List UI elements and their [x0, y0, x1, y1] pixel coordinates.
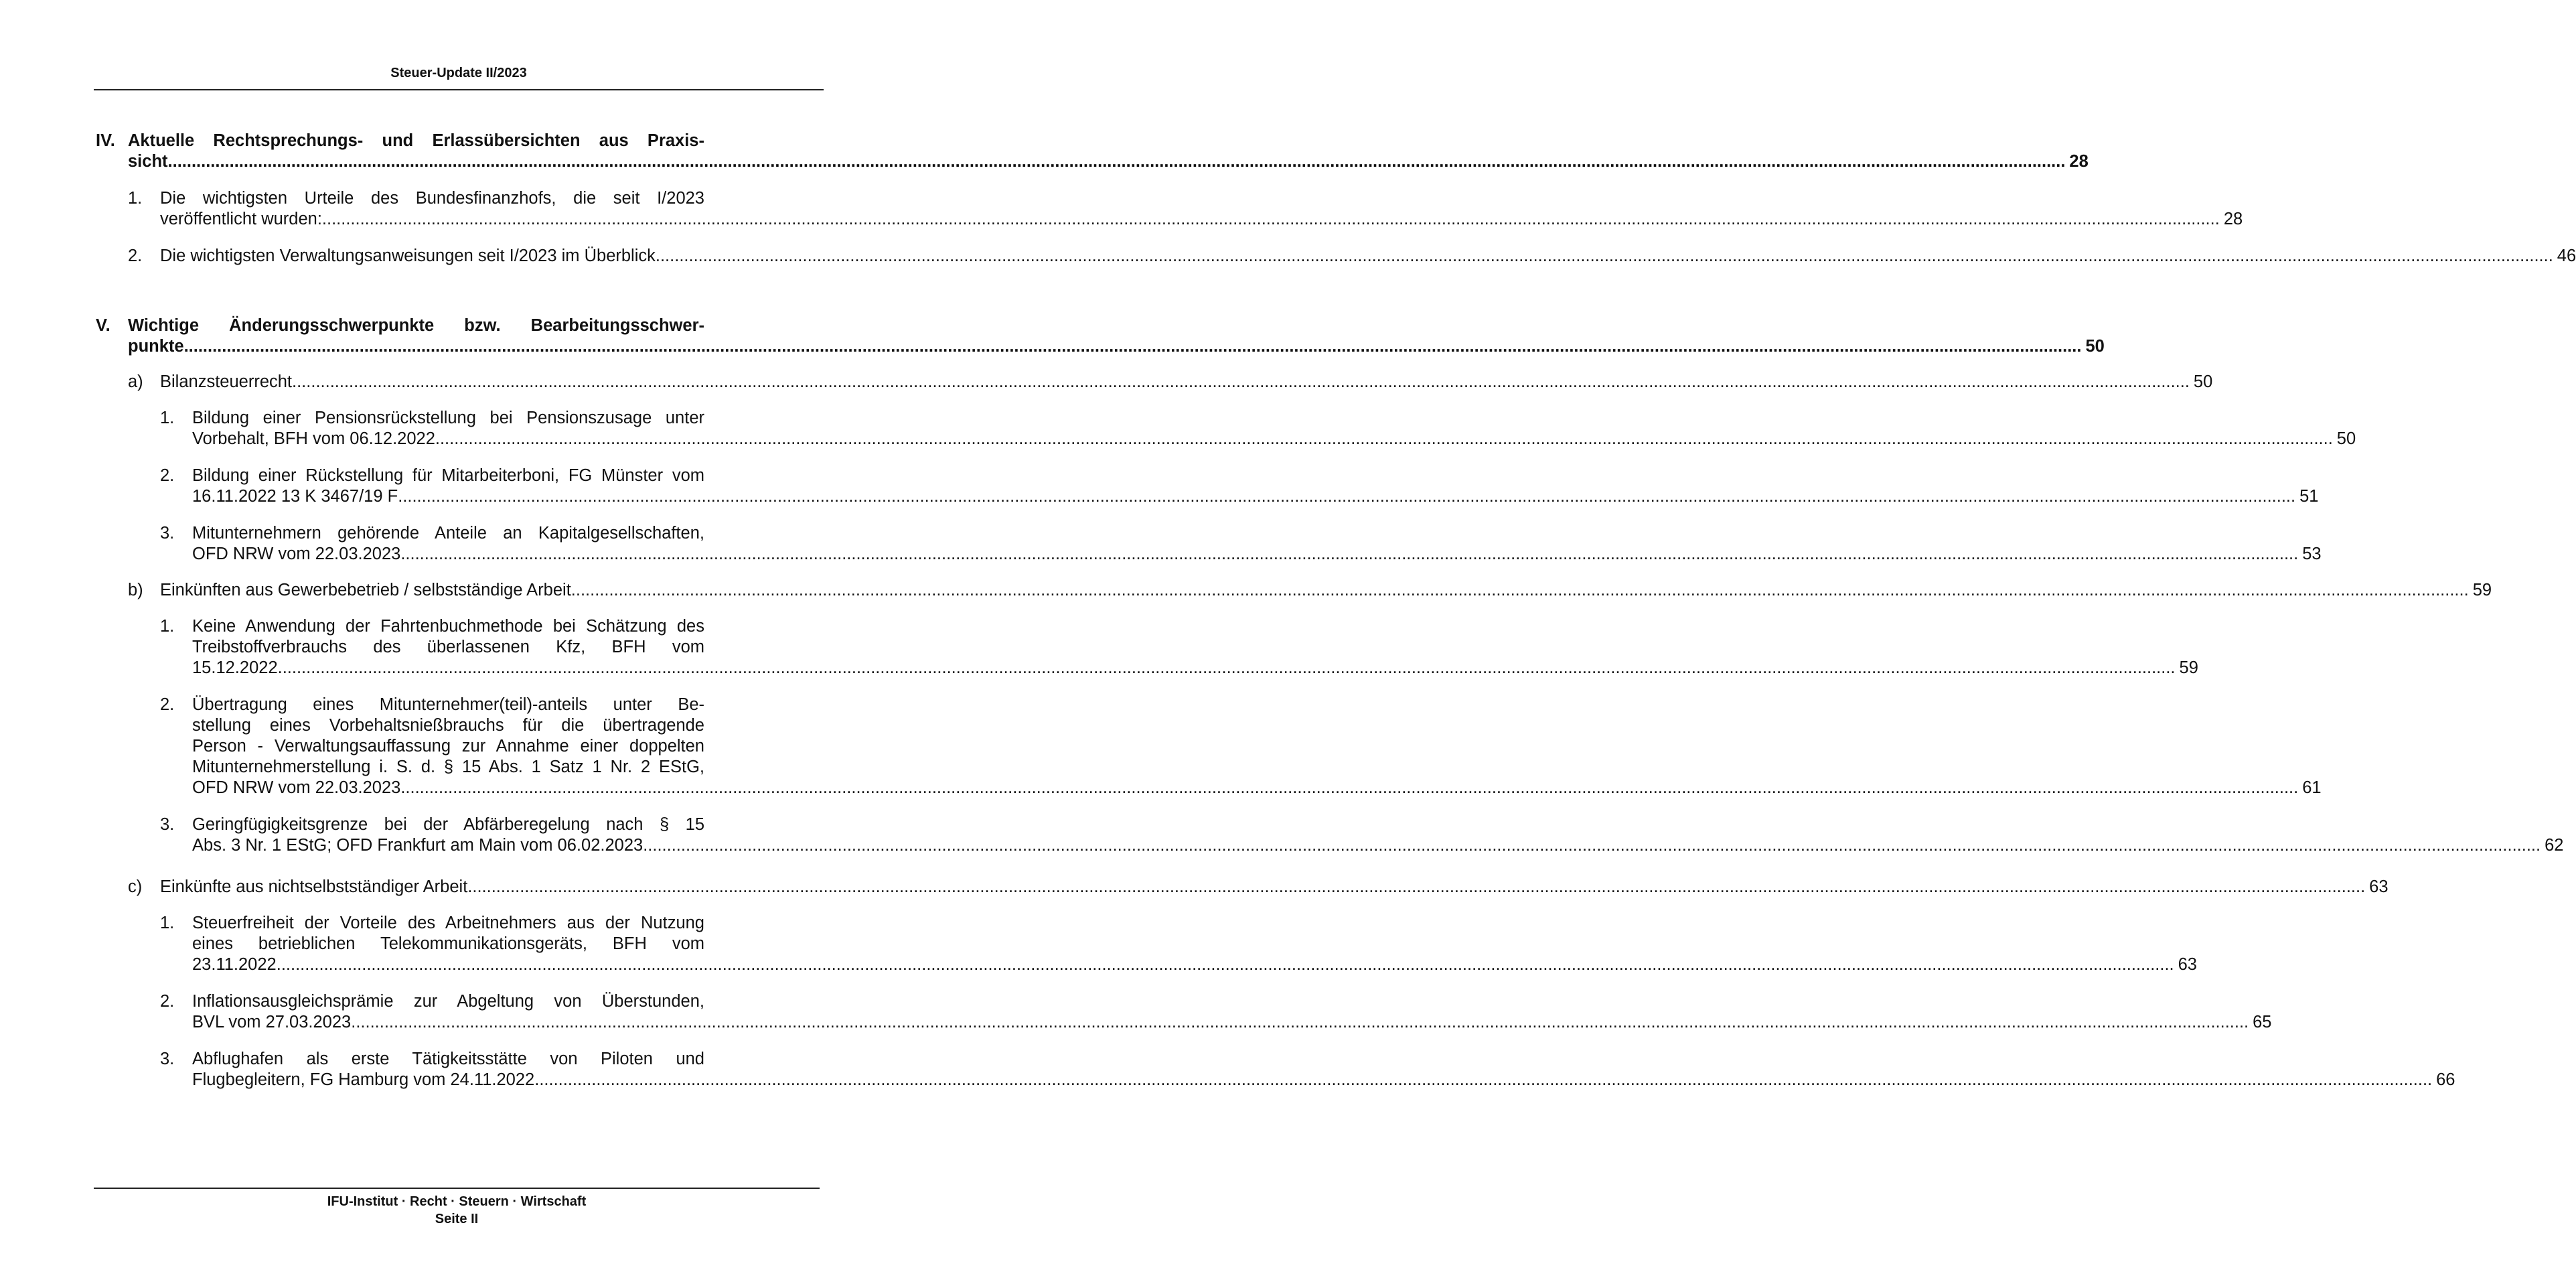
- toc-entry-title-line: Mitunternehmerstellung i. S. d. § 15 Abs. 1 Satz 1 Nr. 2 EStG,: [192, 758, 704, 776]
- toc-entry-page: 61: [2302, 778, 2322, 797]
- dot-leader: ................................................................................................................................................................................................................................................................................................................................................................................................................: [321, 210, 2220, 228]
- toc-entry-title-line: 23.11.2022: [192, 955, 277, 974]
- toc-entry-page: 46: [2557, 246, 2576, 265]
- dot-leader: ................................................................................................................................................................................................................................................................................................................................................................................................................: [643, 836, 2541, 855]
- toc-entry-page: 63: [2369, 877, 2389, 896]
- footer-rule: [94, 1188, 820, 1189]
- toc-entry-number: 1.: [160, 409, 175, 427]
- toc-entry-number: 1.: [160, 617, 175, 636]
- toc-entry-number: 1.: [160, 914, 175, 932]
- toc-entry-number: 2.: [160, 466, 175, 485]
- toc-entry-page: 53: [2302, 545, 2322, 563]
- dot-leader: ................................................................................................................................................................................................................................................................................................................................................................................................................: [183, 337, 2082, 356]
- toc-entry-number: 3.: [160, 1050, 175, 1068]
- toc-entry-number: 1.: [128, 189, 143, 208]
- toc-entry-page: 28: [2069, 152, 2089, 171]
- toc-entry-page: 50: [2336, 429, 2356, 448]
- dot-leader: ................................................................................................................................................................................................................................................................................................................................................................................................................: [655, 246, 2553, 265]
- toc-entry-title-line: Mitunternehmern gehörende Anteile an Kapitalgesellschaften,: [192, 524, 704, 543]
- dot-leader: ................................................................................................................................................................................................................................................................................................................................................................................................................: [292, 372, 2190, 391]
- dot-leader: ................................................................................................................................................................................................................................................................................................................................................................................................................: [467, 877, 2366, 896]
- toc-entry-title-line: Inflationsausgleichsprämie zur Abgeltung von Überstunden,: [192, 992, 704, 1011]
- toc-entry-page: 62: [2545, 836, 2564, 855]
- toc-entry-number: b): [128, 581, 143, 599]
- toc-entry-title-line: OFD NRW vom 22.03.2023: [192, 545, 401, 563]
- toc-entry-title-line: sicht: [128, 152, 168, 171]
- toc-entry-title-line: Abs. 3 Nr. 1 EStG; OFD Frankfurt am Main vom 06.02.2023: [192, 836, 643, 855]
- toc-entry-number: 2.: [128, 246, 143, 265]
- toc-entry-title-line: Geringfügigkeitsgrenze bei der Abfärberegelung nach § 15: [192, 815, 704, 834]
- header-rule: [94, 89, 824, 90]
- toc-entry-page: 59: [2179, 658, 2198, 677]
- toc-entry-number: V.: [96, 316, 110, 335]
- toc-entry-title-line: Bildung einer Rückstellung für Mitarbeiterboni, FG Münster vom: [192, 466, 704, 485]
- toc-entry-title-line: Die wichtigsten Verwaltungsanweisungen seit I/2023 im Überblick: [160, 246, 656, 265]
- toc-entry-title-line: OFD NRW vom 22.03.2023: [192, 778, 401, 797]
- toc-entry-number: 3.: [160, 815, 175, 834]
- toc-entry-title-line: Flugbegleitern, FG Hamburg vom 24.11.2022: [192, 1070, 535, 1089]
- toc-entry-number: 2.: [160, 992, 175, 1011]
- toc-entry-title-line: punkte: [128, 337, 184, 356]
- toc-entry-title-line: 15.12.2022: [192, 658, 278, 677]
- toc-entry-number: 3.: [160, 524, 175, 543]
- toc-entry-page: 63: [2178, 955, 2197, 974]
- page-footer: [94, 1193, 820, 1228]
- toc-entry-title-line: eines betrieblichen Telekommunikationsgeräts, BFH vom: [192, 934, 704, 953]
- toc-entry-title-line: Bilanzsteuerrecht: [160, 372, 293, 391]
- dot-leader: ................................................................................................................................................................................................................................................................................................................................................................................................................: [276, 955, 2174, 974]
- dot-leader: ................................................................................................................................................................................................................................................................................................................................................................................................................: [571, 581, 2469, 599]
- toc-entry-title-line: Einkünften aus Gewerbebetrieb / selbstständige Arbeit: [160, 581, 571, 599]
- toc-entry-title-line: Treibstoffverbrauchs des überlassenen Kfz, BFH vom: [192, 638, 704, 656]
- dot-leader: ................................................................................................................................................................................................................................................................................................................................................................................................................: [534, 1070, 2433, 1089]
- toc-entry-number: a): [128, 372, 143, 391]
- toc-entry-page: 65: [2253, 1013, 2272, 1031]
- toc-entry-page: 28: [2223, 210, 2243, 228]
- toc-entry-title-line: Einkünfte aus nichtselbstständiger Arbeit: [160, 877, 468, 896]
- toc-entry-page: 51: [2299, 487, 2319, 506]
- dot-leader: ................................................................................................................................................................................................................................................................................................................................................................................................................: [400, 545, 2299, 563]
- dot-leader: ................................................................................................................................................................................................................................................................................................................................................................................................................: [400, 778, 2299, 797]
- dot-leader: ................................................................................................................................................................................................................................................................................................................................................................................................................: [277, 658, 2176, 677]
- toc-entry-title-line: Wichtige Änderungsschwerpunkte bzw. Bearbeitungsschwer-: [128, 316, 704, 335]
- toc-entry-title-line: Die wichtigsten Urteile des Bundesfinanzhofs, die seit I/2023: [160, 189, 704, 208]
- toc-entry-title-line: Keine Anwendung der Fahrtenbuchmethode bei Schätzung des: [192, 617, 704, 636]
- toc-entry-title-line: Aktuelle Rechtsprechungs- und Erlassübersichten aus Praxis-: [128, 131, 704, 150]
- footer-page-number: Seite II: [435, 1212, 479, 1226]
- toc-entry-number: c): [128, 877, 143, 896]
- dot-leader: ................................................................................................................................................................................................................................................................................................................................................................................................................: [351, 1013, 2249, 1031]
- page-header: Steuer-Update II/2023: [390, 66, 527, 80]
- toc-entry-title-line: Vorbehalt, BFH vom 06.12.2022: [192, 429, 435, 448]
- toc-entry-title-line: Übertragung eines Mitunternehmer(teil)-anteils unter Be-: [192, 695, 704, 714]
- toc-entry-number: 2.: [160, 695, 175, 714]
- toc-entry-number: IV.: [96, 131, 115, 150]
- toc-entry-title-line: Abflughafen als erste Tätigkeitsstätte von Piloten und: [192, 1050, 704, 1068]
- toc-entry-title-line: Person - Verwaltungsauffassung zur Annahme einer doppelten: [192, 737, 704, 756]
- footer-institute: IFU-Institut · Recht · Steuern · Wirtschaft: [327, 1194, 587, 1209]
- toc-entry-page: 50: [2085, 337, 2105, 356]
- toc-entry-title-line: 16.11.2022 13 K 3467/19 F: [192, 487, 398, 506]
- dot-leader: ................................................................................................................................................................................................................................................................................................................................................................................................................: [167, 152, 2066, 171]
- toc-entry-title-line: Bildung einer Pensionsrückstellung bei Pensionszusage unter: [192, 409, 704, 427]
- toc-entry-page: 59: [2472, 581, 2492, 599]
- dot-leader: ................................................................................................................................................................................................................................................................................................................................................................................................................: [435, 429, 2333, 448]
- toc-entry-title-line: BVL vom 27.03.2023: [192, 1013, 352, 1031]
- toc-entry-page: 50: [2193, 372, 2213, 391]
- dot-leader: ................................................................................................................................................................................................................................................................................................................................................................................................................: [398, 487, 2296, 506]
- toc-entry-title-line: stellung eines Vorbehaltsnießbrauchs für die übertragende: [192, 716, 704, 735]
- toc-entry-page: 66: [2436, 1070, 2455, 1089]
- toc-entry-title-line: veröffentlicht wurden:: [160, 210, 322, 228]
- toc-entry-title-line: Steuerfreiheit der Vorteile des Arbeitnehmers aus der Nutzung: [192, 914, 704, 932]
